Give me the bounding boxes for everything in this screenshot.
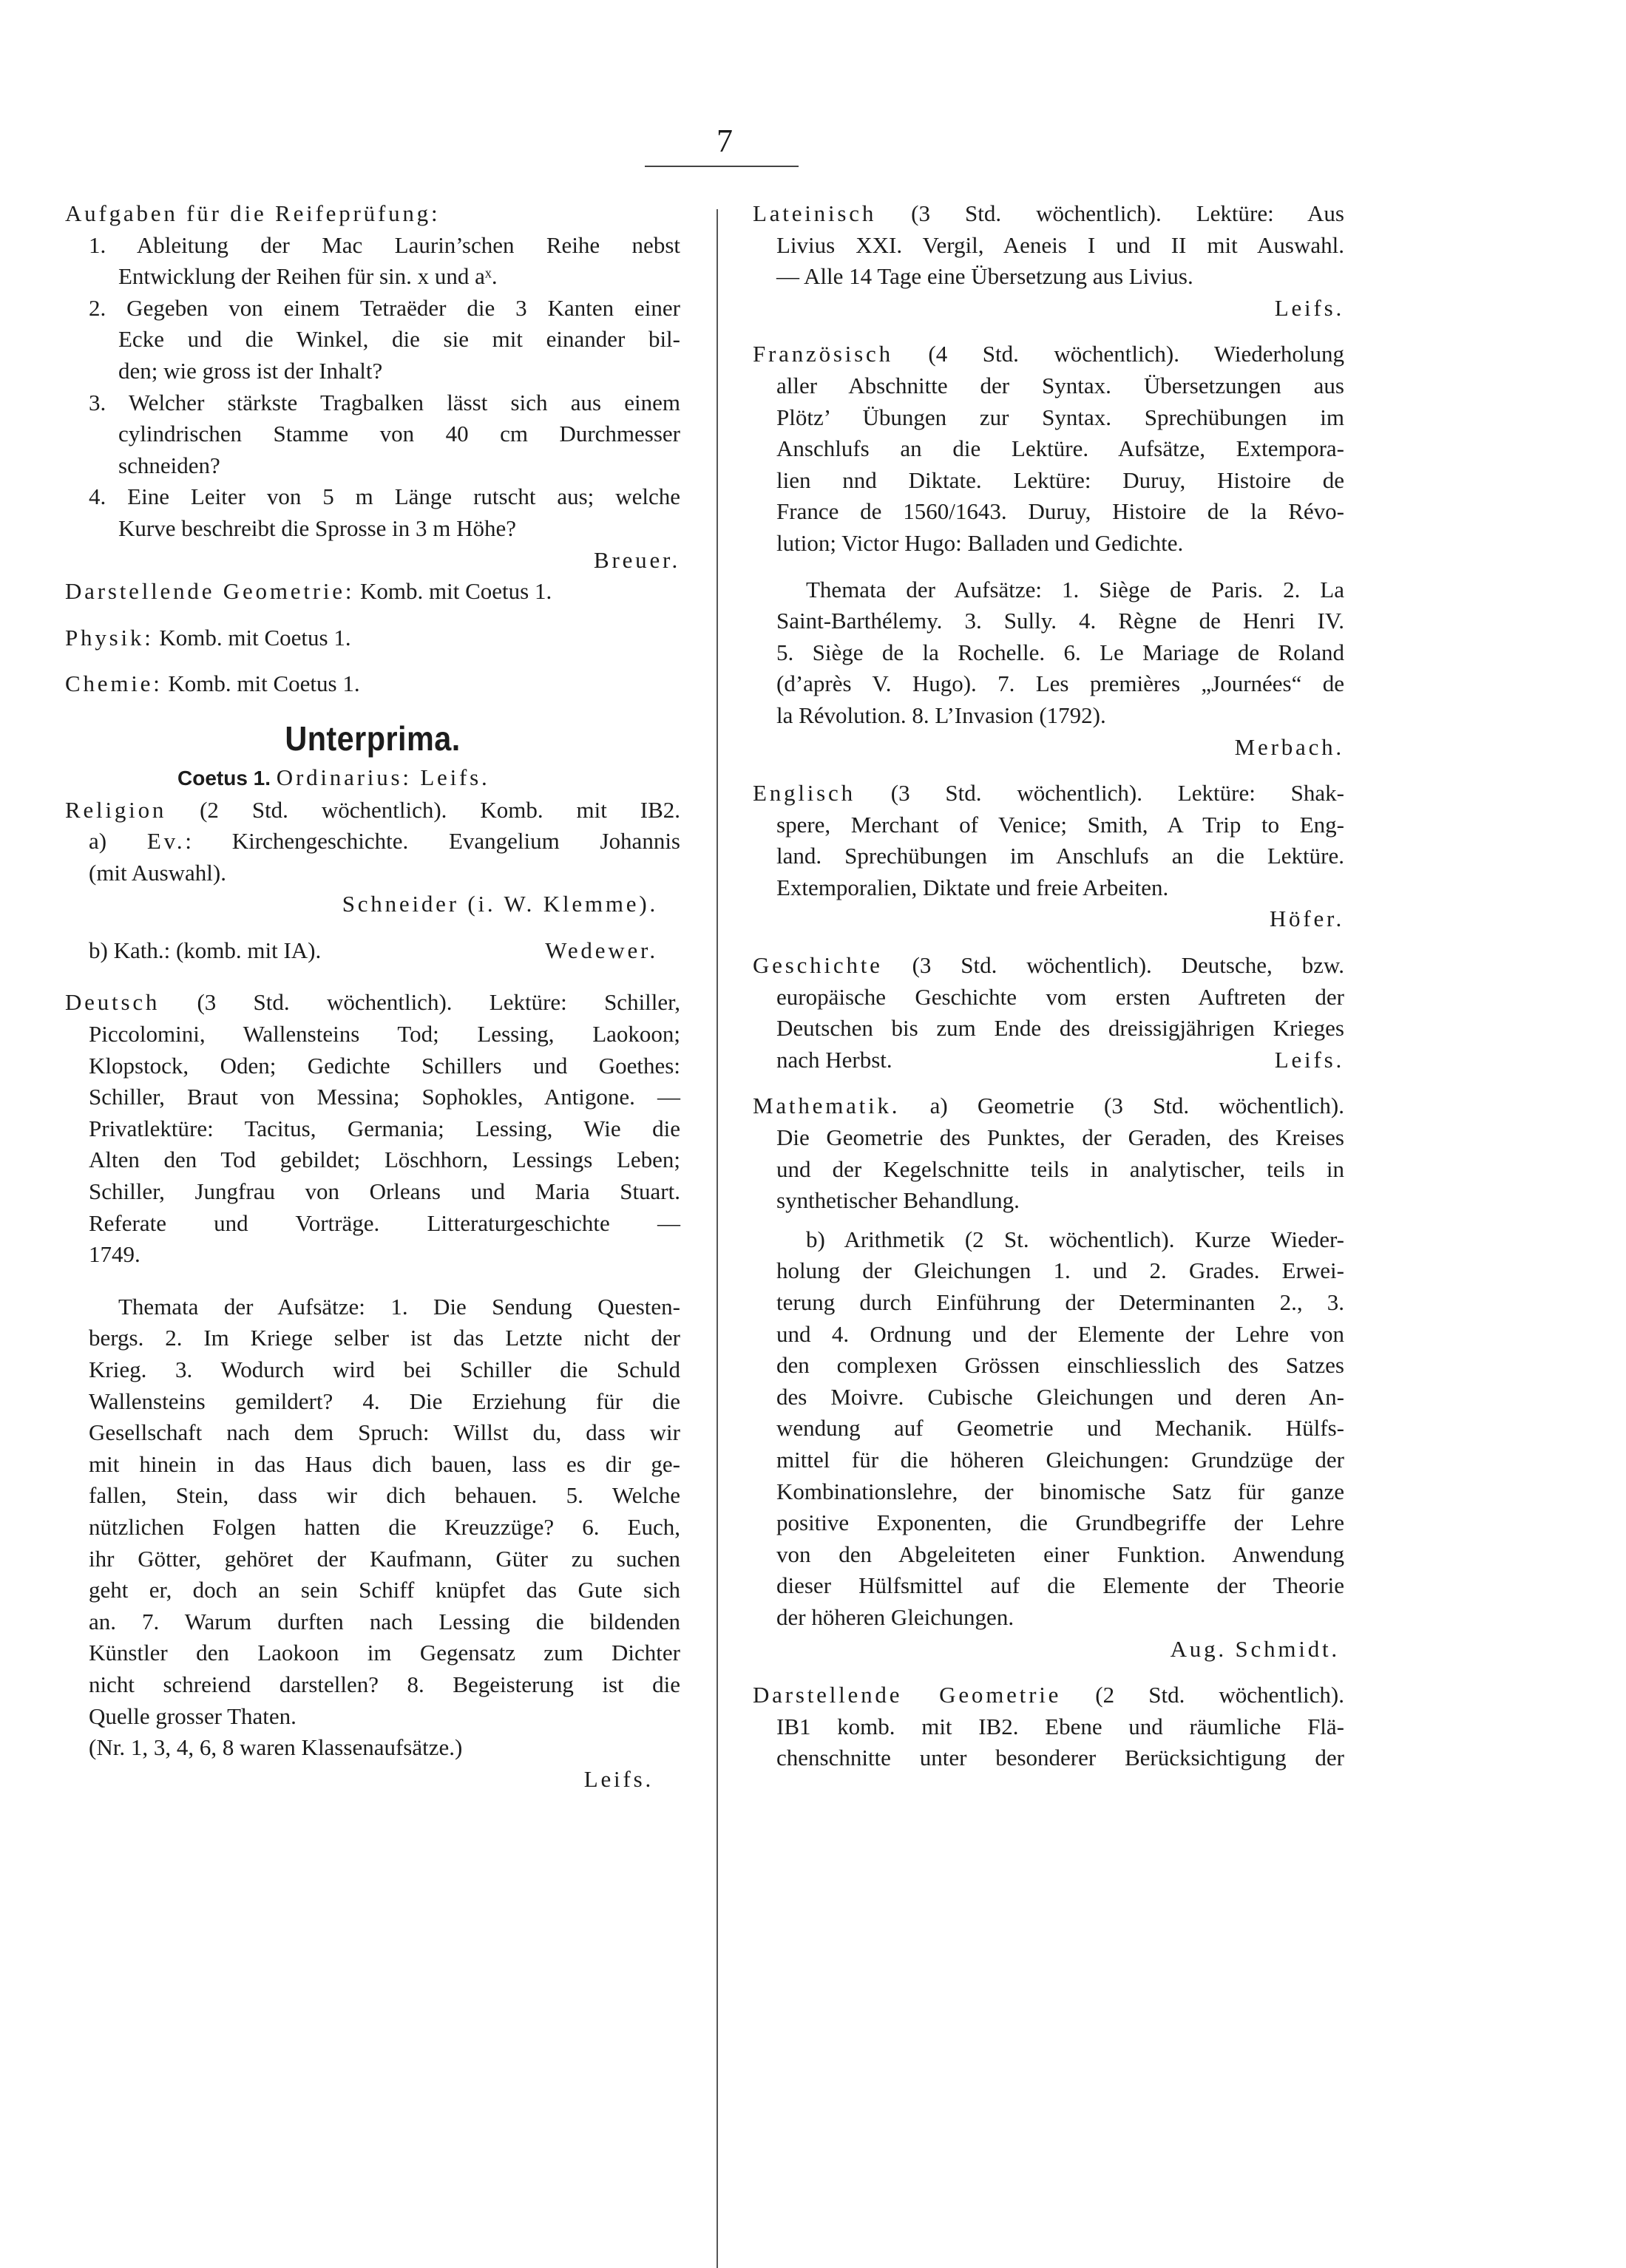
spacer <box>65 1271 680 1291</box>
franz-line: lution; Victor Hugo: Balladen und Gedichte. <box>776 529 1184 556</box>
spacer <box>753 763 1344 778</box>
englisch-hours: (3 Std. wöchentlich). Lektüre: Shak- <box>855 780 1344 807</box>
geschichte-line: Deutschen bis zum Ende des dreissigjährigen Krieges <box>776 1015 1344 1042</box>
subject-geschichte: Geschichte <box>753 952 883 979</box>
coetus-line <box>65 762 680 795</box>
subject-franzoesisch: Französisch <box>753 341 893 367</box>
mathe-b-line: dieser Hülfsmittel auf die Elemente der Theorie <box>776 1572 1344 1599</box>
subject-darstellende-geometrie: Darstellende Geometrie <box>753 1682 1062 1708</box>
mathe-hours: a) Geometrie (3 Std. wöchentlich). <box>900 1093 1344 1119</box>
themata-line: Themata der Aufsätze: 1. Die Sendung Questen- <box>118 1293 680 1320</box>
subject-lateinisch: Lateinisch <box>753 200 877 226</box>
themata-line: fallen, Stein, dass wir dich behauen. 5. Welche <box>89 1482 680 1509</box>
reife-line: Kurve beschreibt die Sprosse in 3 m Höhe? <box>118 515 517 541</box>
komb-text: Komb. mit Coetus 1. <box>153 624 351 651</box>
franz-line: Plötz’ Übungen zur Syntax. Sprechübungen im <box>776 404 1344 430</box>
religion-a-line2: (mit Auswahl). <box>89 859 226 886</box>
themata-line: Künstler den Laokoon im Gegensatz zum Dichter <box>89 1640 680 1666</box>
reife-line: Ecke und die Winkel, die sie mit einander bil- <box>118 326 680 353</box>
religion-a-line <box>65 826 680 858</box>
spacer <box>753 935 1344 950</box>
mathe-b-line: wendung auf Geometrie und Mechanik. Hülfs- <box>776 1415 1344 1442</box>
geschichte-text: nach Herbst. <box>776 1046 892 1073</box>
deutsch-line: Schiller, Braut von Messina; Sophokles, Antigone. — <box>89 1084 680 1110</box>
mathe-b-line: positive Exponenten, die Grundbegriffe der Lehre <box>776 1510 1344 1536</box>
latein-line: — Alle 14 Tage eine Übersetzung aus Livius. <box>776 263 1193 290</box>
darst-line <box>753 1680 1344 1711</box>
signature: Höfer. <box>1269 906 1344 932</box>
reife-line: schneiden? <box>118 452 220 478</box>
latein-hours: (3 Std. wöchentlich). Lektüre: Aus <box>876 200 1344 226</box>
franz-themata-line: (d’après V. Hugo). 7. Les premières „Journées“ de <box>776 670 1344 697</box>
englisch-line: spere, Merchant of Venice; Smith, A Trip to Eng- <box>776 811 1344 838</box>
themata-line: Krieg. 3. Wodurch wird bei Schiller die Schuld <box>89 1357 680 1382</box>
latein-line <box>753 198 1344 230</box>
franz-themata-line: Saint-Barthélemy. 3. Sully. 4. Règne de Henri IV. <box>776 608 1344 634</box>
subject-chemie: Chemie: <box>65 670 163 697</box>
darst-line: chenschnitte unter besonderer Berücksichtigung der <box>776 1745 1344 1771</box>
franz-line: Anschlufs an die Lektüre. Aufsätze, Extempora- <box>776 435 1344 462</box>
religion-line <box>65 795 680 826</box>
religion-b-line <box>65 935 680 967</box>
mathe-b-line: mittel für die höheren Gleichungen: Grundzüge der <box>776 1446 1344 1473</box>
deutsch-line: 1749. <box>89 1241 140 1268</box>
franz-line: aller Abschnitte der Syntax. Übersetzungen aus <box>776 372 1344 398</box>
signature: Leifs. <box>583 1765 654 1792</box>
geschichte-last-line <box>753 1045 1344 1076</box>
signature: Merbach. <box>1234 733 1344 760</box>
geschichte-hours: (3 Std. wöchentlich). Deutsche, bzw. <box>882 952 1344 979</box>
deutsch-line: Referate und Vorträge. Litteraturgeschichte — <box>89 1209 680 1236</box>
franz-line <box>753 339 1344 370</box>
englisch-line <box>753 778 1344 809</box>
religion-ev: Ev. <box>146 828 186 855</box>
signature: Aug. Schmidt. <box>1170 1635 1340 1662</box>
left-column <box>65 198 680 1795</box>
darst-hours: (2 Std. wöchentlich). <box>1061 1682 1344 1708</box>
ordinarius: Ordinarius: Leifs. <box>276 764 490 790</box>
deutsch-line: Schiller, Jungfrau von Orleans und Maria Stuart. <box>89 1178 680 1205</box>
mathe-b-line: Kombinationslehre, der binomische Satz für ganze <box>776 1478 1344 1504</box>
franz-themata-line: 5. Siège de la Rochelle. 6. Le Mariage de Roland <box>776 639 1344 665</box>
page-number: 7 <box>717 123 733 159</box>
signature: Breuer. <box>594 546 680 573</box>
mathe-b-line: der höheren Gleichungen. <box>776 1603 1014 1630</box>
themata-line: Gesellschaft nach dem Spruch: Willst du, dass wir <box>89 1419 680 1446</box>
subject-deutsch: Deutsch <box>65 989 160 1016</box>
themata-line: Quelle grosser Thaten. <box>89 1702 297 1729</box>
themata-line: bergs. 2. Im Kriege selber ist das Letzte nicht der <box>89 1325 680 1351</box>
franz-line: France de 1560/1643. Duruy, Histoire de la Révo- <box>776 498 1344 525</box>
right-column <box>753 198 1344 1774</box>
reife-line: den; wie gross ist der Inhalt? <box>118 357 383 384</box>
subject-religion: Religion <box>65 796 167 823</box>
mathe-b-line: b) Arithmetik (2 St. wöchentlich). Kurze Wieder- <box>806 1226 1344 1252</box>
reife-header: Aufgaben für die Reifeprüfung: <box>65 200 441 226</box>
spacer <box>65 700 680 715</box>
geschichte-line: europäische Geschichte vom ersten Auftreten der <box>776 983 1344 1010</box>
reife-line: cylindrischen Stamme von 40 cm Durchmesser <box>118 421 680 447</box>
reife-line: 2. Gegeben von einem Tetraëder die 3 Kanten einer <box>89 294 680 321</box>
deutsch-line: Piccolomini, Wallensteins Tod; Lessing, Laokoon; <box>89 1021 680 1048</box>
franz-line: lien nnd Diktate. Lektüre: Duruy, Histoire de <box>776 466 1344 493</box>
mathe-b-line: holung der Gleichungen 1. und 2. Grades. Erwei- <box>776 1257 1344 1284</box>
column-divider <box>717 209 718 2268</box>
themata-line: an. 7. Warum durften nach Lessing die bildenden <box>89 1608 680 1634</box>
spacer <box>65 653 680 668</box>
subject-physik: Physik: <box>65 624 154 651</box>
subject-englisch: Englisch <box>753 780 856 807</box>
religion-a-label: a) <box>89 828 147 855</box>
mathe-b-line: und 4. Ordnung und der Elemente der Lehre von <box>776 1320 1344 1347</box>
spacer <box>65 920 680 935</box>
signature: Leifs. <box>1274 1046 1344 1073</box>
komb-text: Komb. mit Coetus 1. <box>162 670 360 697</box>
mathe-b-line: den complexen Grössen einschliesslich des Satzes <box>776 1352 1344 1379</box>
deutsch-hours: (3 Std. wöchentlich). Lektüre: Schiller, <box>160 989 680 1016</box>
franz-themata-line: la Révolution. 8. L’Invasion (1792). <box>776 702 1106 728</box>
signature: Leifs. <box>1274 294 1344 321</box>
religion-a-text: : Kirchengeschichte. Evangelium Johannis <box>185 828 680 855</box>
chemie-komb-line <box>65 668 680 700</box>
coetus-label: Coetus 1. <box>177 766 271 790</box>
geschichte-line <box>753 950 1344 982</box>
themata-line: Wallensteins gemildert? 4. Die Erziehung für die <box>89 1388 680 1414</box>
spacer <box>753 1217 1344 1224</box>
themata-line: ihr Götter, gehöret der Kaufmann, Güter zu suchen <box>89 1545 680 1572</box>
teacher: Schneider (i. W. Klemme). <box>342 891 658 917</box>
englisch-line: Extemporalien, Diktate und freie Arbeiten. <box>776 874 1169 900</box>
darst-komb-line <box>65 576 680 608</box>
spacer <box>753 324 1344 339</box>
spacer <box>753 560 1344 574</box>
themata-note: (Nr. 1, 3, 4, 6, 8 waren Klassenaufsätze.) <box>89 1734 463 1761</box>
section-heading: Unterprima. <box>285 719 461 758</box>
mathe-b-line: von den Abgeleiteten einer Funktion. Anwendung <box>776 1541 1344 1567</box>
subject-darstellende-geometrie: Darstellende Geometrie: <box>65 578 355 605</box>
page-number-rule <box>645 166 799 167</box>
themata-line: mit hinein in das Haus dich bauen, lass es dir ge- <box>89 1450 680 1477</box>
spacer <box>65 966 680 987</box>
reife-line: 3. Welcher stärkste Tragbalken lässt sich aus einem <box>89 389 680 415</box>
mathe-b-line: terung durch Einführung der Determinanten 2., 3. <box>776 1289 1344 1315</box>
reife-line: Entwicklung der Reihen für sin. x und aˣ. <box>118 263 498 290</box>
mathe-line: und der Kegelschnitte teils in analytischer, teils in <box>776 1155 1344 1182</box>
latein-line: Livius XXI. Vergil, Aeneis I und II mit Auswahl. <box>776 231 1344 258</box>
themata-line: nützlichen Folgen hatten die Kreuzzüge? 6. Euch, <box>89 1513 680 1540</box>
mathe-line: Die Geometrie des Punktes, der Geraden, des Kreises <box>776 1124 1344 1151</box>
spacer <box>753 1076 1344 1090</box>
religion-b-text: b) Kath.: (komb. mit IA). <box>89 937 322 963</box>
franz-themata-line: Themata der Aufsätze: 1. Siège de Paris. 2. La <box>806 576 1344 602</box>
deutsch-line <box>65 987 680 1019</box>
mathe-line <box>753 1090 1344 1122</box>
subject-mathematik: Mathematik. <box>753 1093 901 1119</box>
deutsch-line: Alten den Tod gebildet; Löschhorn, Lessings Leben; <box>89 1147 680 1173</box>
themata-line: nicht schreiend darstellen? 8. Begeisterung ist die <box>89 1671 680 1697</box>
teacher: Wedewer. <box>545 937 658 963</box>
darst-line: IB1 komb. mit IB2. Ebene und räumliche Flä- <box>776 1713 1344 1739</box>
spacer <box>753 1665 1344 1680</box>
deutsch-line: Klopstock, Oden; Gedichte Schillers und Goethes: <box>89 1052 680 1079</box>
franz-hours: (4 Std. wöchentlich). Wiederholung <box>892 341 1344 367</box>
deutsch-line: Privatlektüre: Tacitus, Germania; Lessing, Wie die <box>89 1115 680 1141</box>
mathe-line: synthetischer Behandlung. <box>776 1187 1020 1214</box>
englisch-line: land. Sprechübungen im Anschlufs an die Lektüre. <box>776 843 1344 869</box>
spacer <box>65 608 680 622</box>
komb-text: Komb. mit Coetus 1. <box>354 578 552 605</box>
reife-line: 1. Ableitung der Mac Laurin’schen Reihe nebst <box>89 231 680 258</box>
religion-hours: (2 Std. wöchentlich). Komb. mit IB2. <box>166 796 680 823</box>
reife-line: 4. Eine Leiter von 5 m Länge rutscht aus; welche <box>89 483 680 510</box>
themata-line: geht er, doch an sein Schiff knüpfet das Gute sich <box>89 1577 680 1603</box>
mathe-b-line: des Moivre. Cubische Gleichungen und deren An- <box>776 1383 1344 1410</box>
physik-komb-line <box>65 622 680 654</box>
